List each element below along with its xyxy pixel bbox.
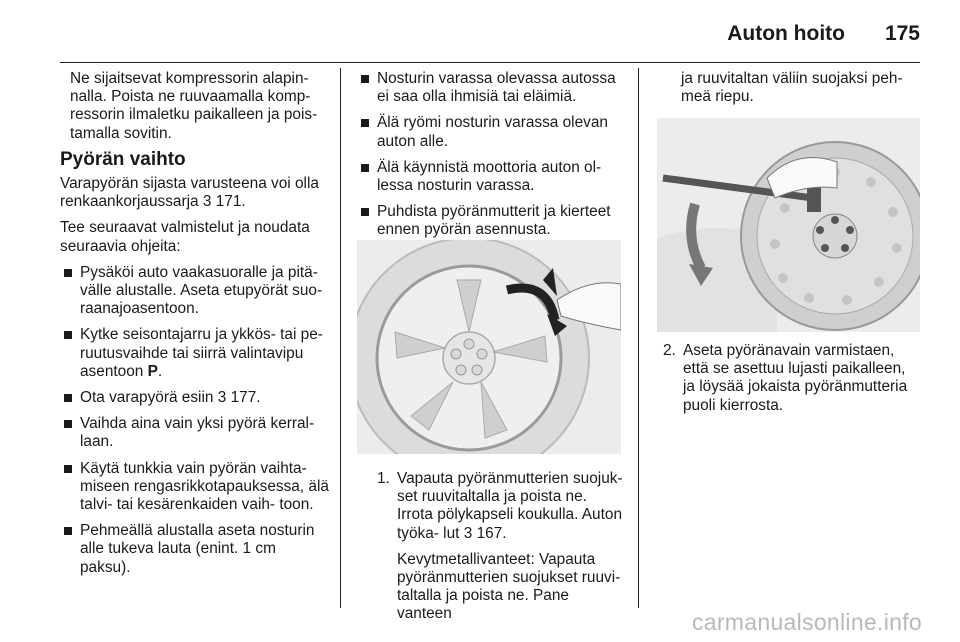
list-item: Ota varapyörä esiin 3 177. — [60, 389, 330, 407]
column-3-steps — [657, 342, 920, 423]
column-divider — [340, 68, 341, 608]
paragraph: ja ruuvitaltan väliin suojaksi peh- meä riepu. — [681, 70, 903, 106]
paragraph: Tee seuraavat valmistelut ja noudata seuraavia ohjeita: — [60, 219, 310, 255]
column-divider — [638, 68, 639, 608]
list-item: Vaihda aina vain yksi pyörä kerral- laan. — [60, 415, 330, 451]
column-2-steps — [357, 470, 625, 632]
list-item: Pehmeällä alustalla aseta nosturin alle tukeva lauta (enint. 1 cm paksu). — [60, 522, 330, 577]
list-item: Pysäköi auto vaakasuoralle ja pitä- välle alustalle. Aseta etupyörät suo- raanajoasentoon. — [60, 264, 330, 319]
numbered-step: 1. Vapauta pyöränmutterien suojuk- set ruuvitaltalla ja poista ne. Irrota pölykapseli koukulla. Auton työka- lut 3 167. — [377, 470, 623, 542]
list-item: Älä ryömi nosturin varassa olevan auton alle. — [357, 114, 625, 150]
list-item: Älä käynnistä moottoria auton ol- lessa nosturin varassa. — [357, 159, 625, 195]
list-item: Käytä tunkkia vain pyörän vaihta- miseen rengasrikkotapauksessa, älä talvi- tai kesärenkaiden vaih- toon. — [60, 460, 330, 515]
list-item: Kytke seisontajarru ja ykkös- tai pe- ruutusvaihde tai siirrä valintavipu asentoon P. — [60, 326, 330, 381]
watermark: carmanualsonline.info — [691, 609, 922, 635]
reference-icon: 3 — [217, 389, 227, 407]
numbered-step: 2. Aseta pyöränavain varmistaen, että se asettuu lujasti paikalleen, ja löysää jokaista pyöränmutteria puoli kierrosta. — [663, 342, 908, 414]
section-heading: Pyörän vaihto — [60, 148, 186, 170]
section-title: Auton hoito — [727, 22, 845, 45]
intro-paragraph: Ne sijaitsevat kompressorin alapin- nalla. Poista ne ruuvaamalla komp- ressorin ilmaletku paikalleen ja pois- tamalla sovitin. — [70, 70, 318, 142]
page-header — [0, 0, 960, 64]
column-2 — [357, 70, 625, 248]
reference-icon: 3 — [463, 524, 473, 542]
page-number: 175 — [884, 22, 920, 45]
wheel-wrench-illustration — [657, 118, 920, 332]
reference-icon: 3 — [202, 193, 212, 211]
sub-paragraph: Kevytmetallivanteet: Vapauta pyöränmutterien suojukset ruuvi- taltalla ja poista ne. Pane vanteen — [397, 550, 621, 623]
column-1 — [60, 70, 330, 585]
list-item: Puhdista pyöränmutterit ja kierteet ennen pyörän asennusta. — [357, 203, 625, 239]
wheel-cover-illustration — [357, 240, 621, 454]
column-3 — [657, 70, 920, 114]
paragraph: Varapyörän sijasta varusteena voi olla renkaankorjaussarja 3 171. — [60, 175, 319, 211]
list-item: Nosturin varassa olevassa autossa ei saa olla ihmisiä tai eläimiä. — [357, 70, 625, 106]
header-rule — [60, 62, 920, 63]
